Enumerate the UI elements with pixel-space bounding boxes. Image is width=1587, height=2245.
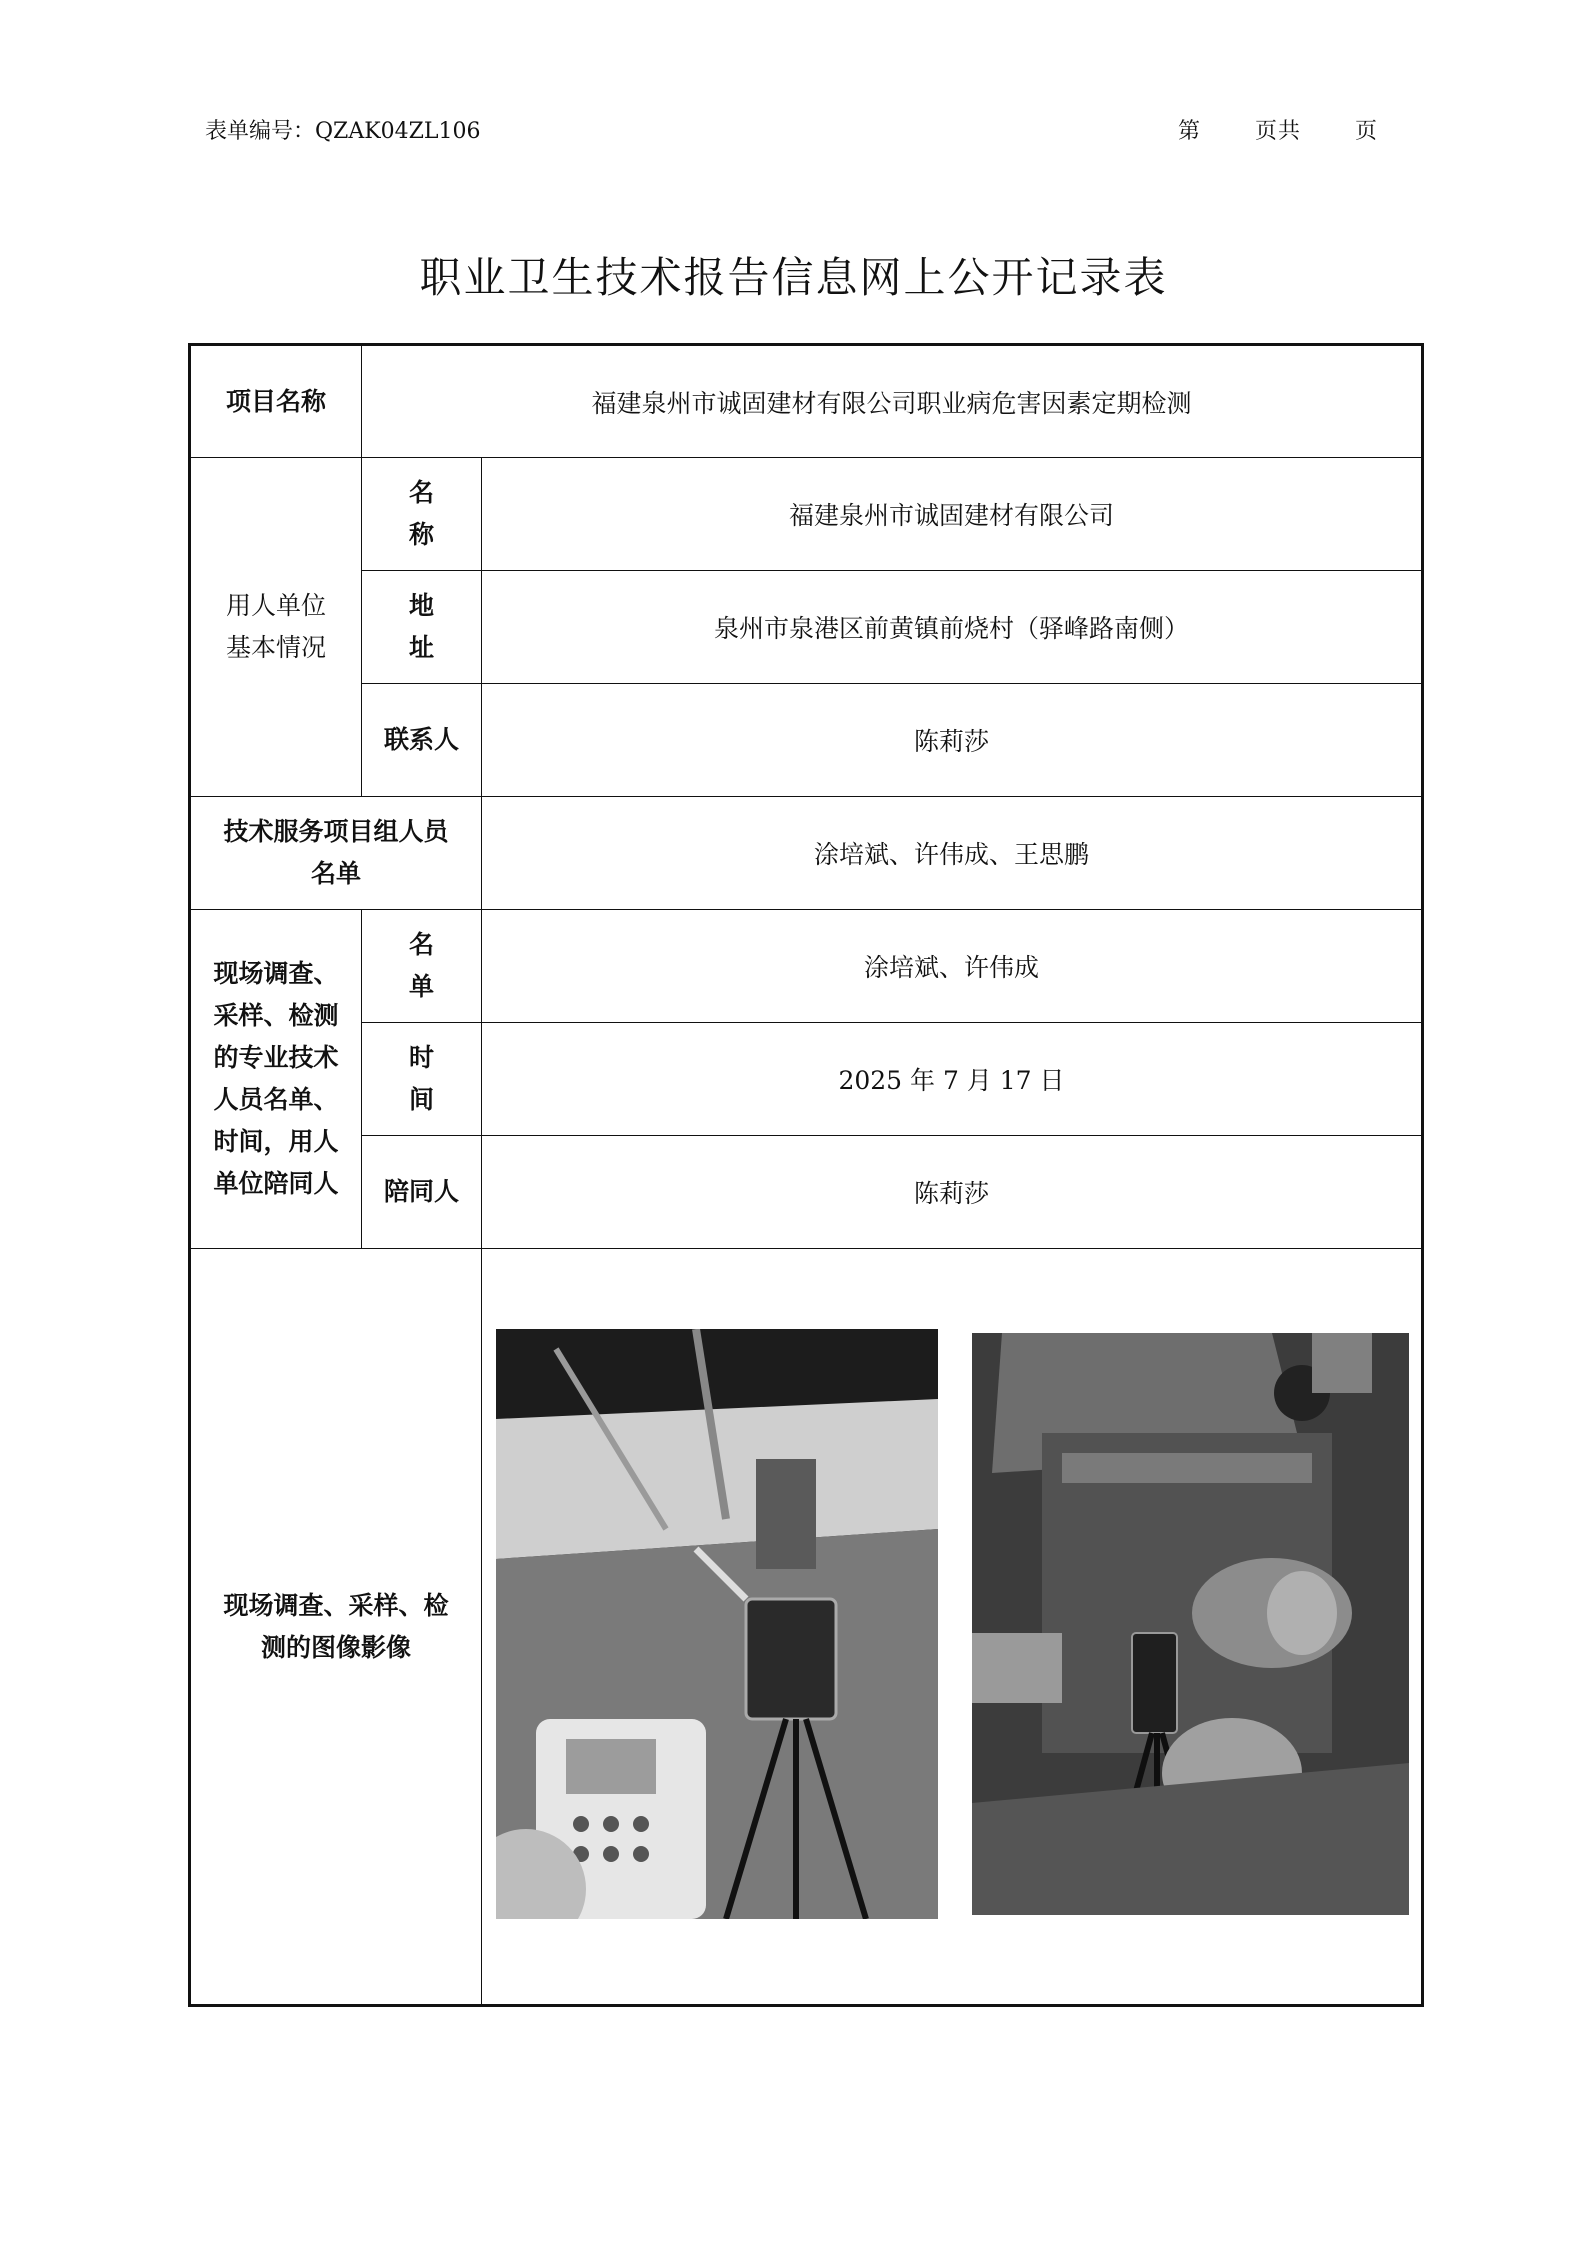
survey-time-label: 时 间 [362,1023,482,1136]
label-line: 用人单位 [225,591,326,620]
survey-time-value: 2025 年 7 月 17 日 [482,1023,1423,1136]
label-line: 的专业技术 [213,1043,339,1072]
employer-contact-label: 联系人 [362,684,482,797]
label-line: 单位陪同人 [213,1169,339,1198]
record-table [188,343,1424,2007]
page-info-part: 第 [1178,119,1202,144]
employer-address-value: 泉州市泉港区前黄镇前烧村（驿峰路南侧） [482,571,1423,684]
table-row [190,910,1423,1023]
employer-name-value: 福建泉州市诚固建材有限公司 [482,458,1423,571]
label-line: 名单 [310,859,361,888]
employer-name-label: 名 称 [362,458,482,571]
table-row [190,684,1423,797]
table-row [190,345,1423,458]
label-line: 采样、检测 [213,1001,339,1030]
employer-contact-value: 陈莉莎 [482,684,1423,797]
team-label [190,797,482,910]
employer-group-label [190,458,362,797]
images-label [190,1249,482,2006]
table-row [190,1136,1423,1249]
site-photo-noise-meter [496,1329,938,1919]
table-row [190,458,1423,571]
label-line: 基本情况 [225,633,326,662]
table-row [190,797,1423,910]
label-line: 现场调查、采样、检 [223,1590,449,1620]
site-photo-machinery [972,1333,1409,1915]
table-row [190,1249,1423,2006]
table-row [190,571,1423,684]
label-line: 测的图像影像 [260,1632,411,1662]
survey-escort-label: 陪同人 [362,1136,482,1249]
page-info-part: 页 [1355,119,1379,144]
team-value: 涂培斌、许伟成、王思鹏 [482,797,1423,910]
label-line: 时间，用人 [213,1127,339,1156]
table-row [190,1023,1423,1136]
page-info-part: 页共 [1255,119,1302,144]
form-number: 表单编号：QZAK04ZL106 [205,119,481,144]
label-line: 技术服务项目组人员 [223,817,449,846]
page-info [1178,114,1378,145]
project-name-label: 项目名称 [190,345,362,458]
label-line: 人员名单、 [213,1085,339,1114]
survey-escort-value: 陈莉莎 [482,1136,1423,1249]
document-title: 职业卫生技术报告信息网上公开记录表 [419,253,1168,302]
employer-address-label: 地 址 [362,571,482,684]
survey-group-label [190,910,362,1249]
survey-names-label: 名 单 [362,910,482,1023]
survey-names-value: 涂培斌、许伟成 [482,910,1423,1023]
images-cell [482,1249,1423,2006]
project-name-value: 福建泉州市诚固建材有限公司职业病危害因素定期检测 [362,345,1423,458]
label-line: 现场调查、 [213,959,339,988]
